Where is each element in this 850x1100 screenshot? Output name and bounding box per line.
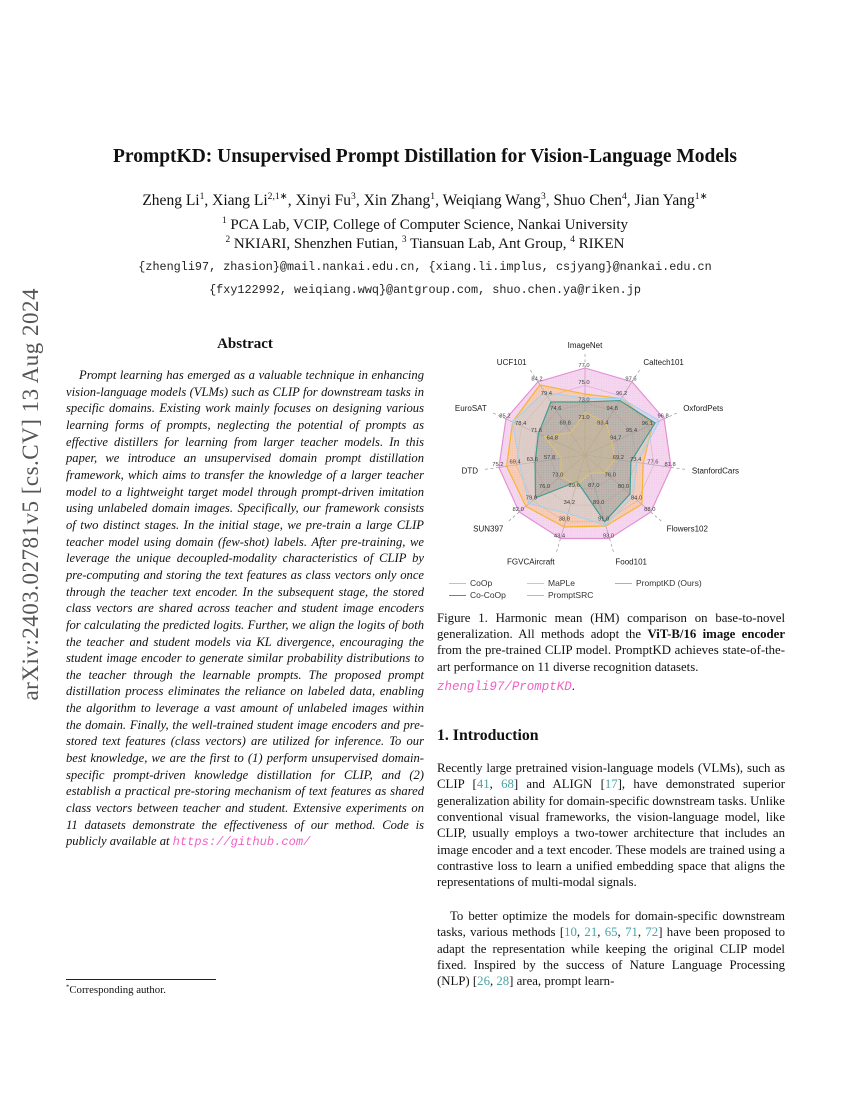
axis-label-caltech101: Caltech101: [643, 358, 684, 368]
intro-paragraph-1: Recently large pretrained vision-language models (VLMs), such as CLIP [41, 68] and ALIGN [17], have demonstrated superior generalization ability for domain-specific downstream tasks. Unlike conventional visual frameworks, the vision-language model, like CLIP, usually employs a two-tower architecture that includes an image encoder and a text encoder. These models are trained using a contrastive loss to learn a unified embedding space that aligns the representations of multi-modal signals.: [437, 761, 785, 890]
tick-label: 76.0: [538, 484, 551, 490]
citation-ref[interactable]: 65: [604, 925, 618, 940]
tick-label: 77.6: [647, 459, 659, 466]
tick-label: 38.8: [558, 516, 571, 523]
legend-line-swatch: [449, 595, 466, 596]
tick-label: 71.6: [530, 428, 543, 435]
legend-line-swatch: [615, 583, 632, 584]
tick-label: 29.6: [568, 483, 580, 490]
tick-label: 84.2: [531, 376, 543, 383]
tick-label: 93.0: [602, 533, 615, 540]
tick-label: 64.8: [546, 435, 558, 442]
arxiv-watermark: arXiv:2403.02781v5 [cs.CV] 13 Aug 2024: [18, 288, 43, 701]
tick-label: 91.0: [597, 516, 610, 523]
axis-label-ucf101: UCF101: [496, 358, 527, 368]
axis-label-imagenet: ImageNet: [567, 341, 603, 350]
abstract-heading: Abstract: [217, 336, 273, 352]
footnote-corresponding-author: *Corresponding author.: [66, 983, 166, 996]
axis-label-stanfordcars: StanfordCars: [691, 466, 740, 476]
intro-paragraph-2: To better optimize the models for domain-specific downstream tasks, various methods [10, 21, 65, 71, 72] have been proposed to adapt the representation while keeping the original CLIP model fixed. Inspired by the success of Nature Language Processing (NLP) [26, 28] area, prompt learn-: [437, 909, 785, 989]
tick-label: 94.7: [610, 435, 622, 442]
legend-label: MaPLe: [548, 578, 575, 588]
legend-item-promptsrc: [527, 590, 615, 600]
tick-label: 34.2: [563, 499, 575, 506]
footnote-divider: [66, 979, 216, 980]
tick-label: 76.0: [604, 472, 616, 479]
affiliation-line-2: $^2$ NKIARI, Shenzhen Futian, $^3$ Tiansuan Lab, Ant Group, $^4$ RIKEN: [225, 235, 625, 252]
tick-label: 95.4: [625, 428, 638, 435]
axis-label-sun397: SUN397: [473, 524, 504, 534]
citation-ref[interactable]: 68: [501, 777, 514, 792]
tick-label: 96.1: [641, 420, 653, 427]
chart-legend: [437, 578, 767, 600]
tick-label: 69.8: [559, 420, 571, 427]
citation-ref[interactable]: 17: [604, 777, 618, 792]
tick-label: 69.4: [509, 459, 521, 466]
tick-label: 78.4: [515, 420, 527, 427]
tick-label: 80.0: [617, 484, 630, 490]
tick-label: 89.0: [593, 499, 605, 506]
legend-line-swatch: [527, 595, 544, 596]
figure-caption: Figure 1. Harmonic mean (HM) comparison on base-to-novel generalization. All methods adopt the ViT-B/16 image encoder from the pre-trained CLIP model. PromptKD achieves state-of-the-art performance on 11 diverse recognition datasets.: [437, 611, 786, 674]
tick-label: 96.2: [615, 391, 628, 398]
citation-ref[interactable]: 21: [584, 925, 598, 940]
tick-label: 63.6: [526, 457, 538, 464]
legend-item-coop: [449, 578, 527, 588]
legend-label: PromptKD (Ours): [636, 578, 702, 588]
axis-label-oxfordpets: OxfordPets: [683, 404, 724, 414]
author-line: Zheng Li$^1$, Xiang $Li^{2,1∗}$, Xinyi Fu$^3$, Xin Zhang$^1$, Weiqiang Wang$^3$, Shuo Chen$^4$, Jian Yang$^{1∗}$: [142, 190, 708, 209]
tick-label: 77.0: [578, 362, 590, 369]
tick-label: 88.0: [644, 506, 656, 513]
tick-label: 96.8: [657, 413, 669, 420]
legend-label: Co-CoOp: [470, 590, 506, 600]
citation-ref[interactable]: 71: [625, 925, 638, 940]
email-line-2: {fxy122992, weiqiang.wwq}@antgroup.com, shuo.chen.ya@riken.jp: [209, 283, 641, 297]
abstract-text: Prompt learning has emerged as a valuable technique in enhancing vision-language models (VLMs) such as CLIP for downstream tasks in specific domains. Existing work mainly focuses on designing various learning forms of prompts, neglecting the potential of prompts as effective distillers for learning from larger teacher models. In this paper, we introduce an unsupervised domain prompt distillation framework, which aims to transfer the knowledge of a larger teacher model to a lightweight target model through prompt-driven imitation using unlabeled domain images. Specifically, our framework consists of two distinct stages. In the initial stage, we pre-train a large CLIP teacher model using domain (few-shot) labels. After pre-training, we leverage the unique decoupled-modality characteristics of CLIP by pre-computing and storing the text features as class vectors only once through the teacher text encoder. In the subsequent stage, the stored class vectors are shared across teacher and student image encoders for calculating the predicted logits. Further, we align the logits of both the teacher and student models via KL divergence, encouraging the student image encoder to generate similar probability distributions to the teacher through the learnable prompts. The proposed prompt distillation process eliminates the reliance on labeled data, enabling the algorithm to leverage a vast amount of unlabeled images within the domain. Finally, the well-trained student image encoders and pre-stored text features (class vectors) are utilized for inference. To our best knowledge, we are the first to (1) perform unsupervised domain-specific prompt-driven knowledge distillation for CLIP, and (2) establish a practical pre-storing mechanism of text features as shared class vectors between teacher and student. Extensive experiments on 11 datasets demonstrate the effectiveness of our method. Code is publicly available at https://github.com/: [66, 368, 424, 850]
radar-chart-svg: [425, 325, 790, 577]
tick-label: 79.0: [525, 495, 538, 502]
tick-label: 57.8: [543, 454, 556, 461]
section-heading-introduction: 1. Introduction: [437, 727, 539, 744]
tick-label: 71.0: [578, 415, 590, 421]
tick-label: 73.0: [552, 472, 564, 479]
axis-label-flowers102: Flowers102: [666, 524, 708, 534]
axis-label-eurosat: EuroSAT: [454, 404, 487, 414]
legend-line-swatch: [527, 583, 544, 584]
tick-label: 84.0: [630, 495, 643, 502]
hyperlink[interactable]: zhengli97/PromptKD: [437, 680, 572, 694]
legend-label: PromptSRC: [548, 590, 594, 600]
tick-label: 85.2: [499, 413, 511, 420]
tick-label: 75.2: [492, 462, 504, 469]
paper-title: PromptKD: Unsupervised Prompt Distillation for Vision-Language Models: [112, 146, 738, 167]
legend-item-co-coop: [449, 590, 527, 600]
tick-label: 97.6: [625, 376, 637, 383]
radar-chart: [425, 325, 790, 577]
email-line-1: {zhengli97, zhasion}@mail.nankai.edu.cn, {xiang.li.implus, csjyang}@nankai.edu.cn: [138, 260, 712, 274]
tick-label: 82.0: [512, 506, 524, 513]
legend-line-swatch: [449, 583, 466, 584]
axis-label-food101: Food101: [615, 557, 647, 567]
tick-label: 81.8: [664, 462, 676, 469]
citation-ref[interactable]: 26: [477, 974, 490, 989]
tick-label: 94.8: [606, 405, 618, 412]
legend-item-maple: [527, 578, 615, 588]
hyperlink[interactable]: https://github.com/: [172, 835, 311, 850]
tick-label: 73.0: [578, 397, 590, 404]
axis-label-dtd: DTD: [461, 466, 479, 476]
tick-label: 69.2: [612, 454, 625, 461]
axis-label-fgvcaircraft: FGVCAircraft: [507, 557, 555, 567]
legend-label: CoOp: [470, 578, 493, 588]
citation-ref[interactable]: 72: [645, 925, 659, 940]
tick-label: 75.0: [578, 380, 590, 387]
affiliation-line-1: $^1$ PCA Lab, VCIP, College of Computer Science, Nankai University: [222, 216, 628, 233]
tick-label: 73.4: [630, 457, 642, 464]
citation-ref[interactable]: 41: [476, 777, 490, 792]
tick-label: 87.0: [588, 483, 600, 490]
citation-ref[interactable]: 10: [564, 925, 577, 940]
tick-label: 93.4: [597, 420, 609, 427]
tick-label: 79.4: [540, 391, 553, 398]
bold-text: ViT-B/16 image encoder: [647, 627, 786, 642]
repo-link-line: zhengli97/PromptKD.: [437, 678, 575, 694]
legend-item-promptkd-ours-: [615, 578, 755, 588]
citation-ref[interactable]: 28: [496, 974, 510, 989]
tick-label: 74.6: [550, 405, 562, 412]
tick-label: 43.4: [553, 533, 566, 540]
